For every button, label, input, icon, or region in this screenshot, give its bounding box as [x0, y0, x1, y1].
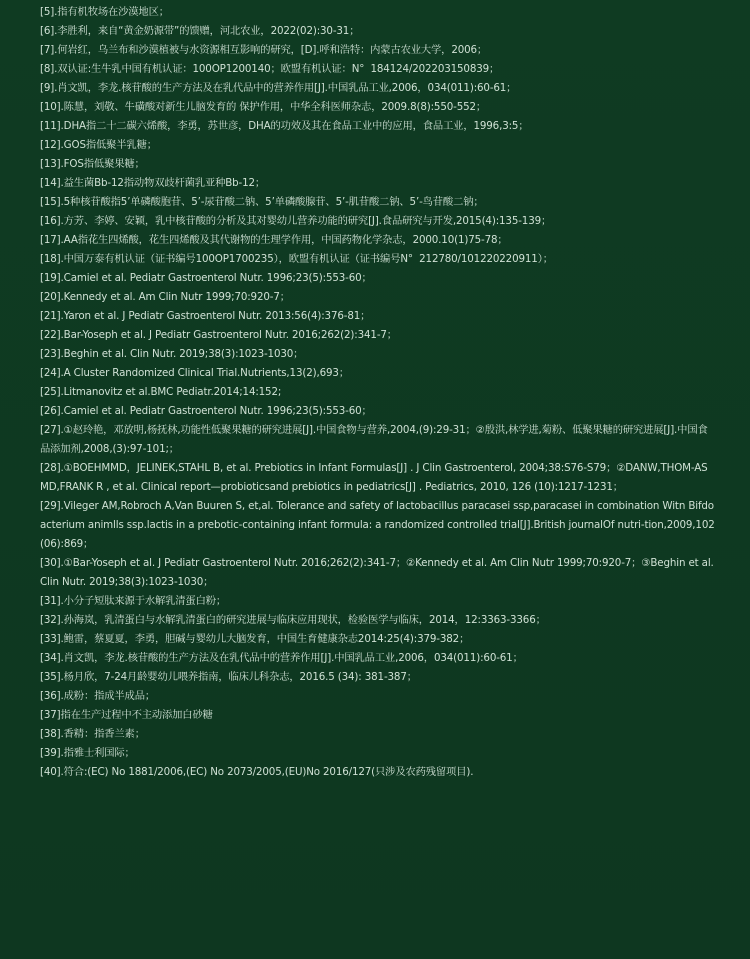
reference-item: [25].Litmanovitz et al.BMC Pediatr.2014;14:152; [40, 386, 282, 398]
reference-item: [22].Bar-Yoseph et al. J Pediatr Gastroenterol Nutr. 2016;262(2):341-7； [40, 329, 397, 341]
reference-item: [37]指在生产过程中不主动添加白砂糖 [40, 709, 213, 721]
reference-item: [21].Yaron et al. J Pediatr Gastroenterol Nutr. 2013:56(4):376-81； [40, 310, 371, 322]
reference-item: [33].鲍雷，蔡夏夏，李勇，胆碱与婴幼儿大脑发育，中国生育健康杂志2014:25(4):379-382； [40, 633, 470, 645]
reference-item: [27].①赵玲艳，邓放明,杨抚林,功能性低聚果糖的研究进展[J].中国食物与营养,2004,(9):29-31；②殷洪,林学进,菊粉、低聚果糖的研究进展[J].中国食品添加剂,2008,(3):97-101;； [40, 424, 708, 455]
reference-item: [34].肖文凯，李龙.核苷酸的生产方法及在乳代品中的营养作用[J].中国乳品工业,2006，034(011):60-61； [40, 652, 523, 664]
reference-item: [7].何岩红，乌兰布和沙漠植被与水资源相互影响的研究，[D].呼和浩特：内蒙古农业大学，2006； [40, 44, 488, 56]
reference-item: [35].杨月欣，7-24月龄婴幼儿喂养指南，临床儿科杂志，2016.5 (34): 381-387； [40, 671, 417, 683]
reference-item: [29].Vileger AM,Robroch A,Van Buuren S, et,al. Tolerance and safety of lactobacillus paracasei ssp,paracasei in combination Witn Bifdoacterium animlls ssp.lactis in a prebotic-containing infant formula: a randomized controlled trial[J].British journalOf nutri-tion,2009,102(06):869； [40, 500, 715, 550]
reference-item: [15].5种核苷酸指5’单磷酸胞苷、5’-尿苷酸二钠、5’单磷酸腺苷、5’-肌苷酸二钠、5’-鸟苷酸二钠； [40, 196, 484, 208]
reference-item: [17].AA指花生四烯酸，花生四烯酸及其代谢物的生理学作用，中国药物化学杂志，2000.10(1)75-78； [40, 234, 508, 246]
reference-item: [31].小分子短肽来源于水解乳清蛋白粉； [40, 595, 227, 607]
reference-item: [30].①Bar-Yoseph et al. J Pediatr Gastroenterol Nutr. 2016;262(2):341-7；②Kennedy et al. Am Clin Nutr 1999;70:920-7；③Beghin et al. Clin Nutr. 2019;38(3):1023-1030； [40, 557, 717, 588]
reference-item: [9].肖文凯，李龙.核苷酸的生产方法及在乳代品中的营养作用[J].中国乳品工业,2006，034(011):60-61； [40, 82, 517, 94]
reference-item: [14].益生菌Bb-12指动物双歧杆菌乳亚种Bb-12； [40, 177, 266, 189]
reference-item: [6].李胜利，来自“黄金奶源带”的馈赠，河北农业，2022(02):30-31； [40, 25, 360, 37]
reference-item: [23].Beghin et al. Clin Nutr. 2019;38(3):1023-1030； [40, 348, 304, 360]
reference-item: [38].香精：指香兰素； [40, 728, 145, 740]
reference-item: [13].FOS指低聚果糖； [40, 158, 145, 170]
reference-item: [28].①BOEHMMD，JELINEK,STAHL B, et al. Prebiotics in Infant Formulas[J] . J Clin Gastroenterol, 2004;38:S76-S79；②DANW,THOM-ASMD,FRANK R , et al. Clinical report—probioticsand prebiotics in pediatrics[J] . Pediatrics, 2010, 126 (10):1217-1231； [40, 462, 708, 493]
reference-item: [5].指有机牧场在沙漠地区； [40, 6, 169, 18]
reference-item: [26].Camiel et al. Pediatr Gastroenterol Nutr. 1996;23(5):553-60； [40, 405, 372, 417]
reference-item: [16].方芳、李婷、安颖，乳中核苷酸的分析及其对婴幼儿营养功能的研究[J].食品研究与开发,2015(4):135-139； [40, 215, 552, 227]
reference-item: [20].Kennedy et al. Am Clin Nutr 1999;70:920-7； [40, 291, 290, 303]
reference-item: [19].Camiel et al. Pediatr Gastroenterol Nutr. 1996;23(5):553-60； [40, 272, 372, 284]
reference-item: [24].A Cluster Randomized Clinical Trial.Nutrients,13(2),693； [40, 367, 349, 379]
reference-item: [40].符合:(EC) No 1881/2006,(EC) No 2073/2005,(EU)No 2016/127(只涉及农药残留项目). [40, 766, 474, 778]
reference-item: [18].中国万泰有机认证（证书编号100OP1700235），欧盟有机认证（证书编号N° 212780/101220220911）； [40, 253, 553, 265]
reference-item: [8].双认证:生牛乳中国有机认证：100OP1200140；欧盟有机认证：N° 184124/202203150839； [40, 63, 500, 75]
reference-item: [32].孙海岚，乳清蛋白与水解乳清蛋白的研究进展与临床应用现状，检验医学与临床，2014，12:3363-3366； [40, 614, 546, 626]
reference-item: [11].DHA指二十二碳六烯酸，李勇，苏世彦，DHA的功效及其在食品工业中的应用，食品工业，1996,3:5； [40, 120, 529, 132]
reference-list [40, 3, 715, 782]
reference-item: [36].成粉：指成半成品； [40, 690, 155, 702]
reference-item: [39].指雅士利国际； [40, 747, 135, 759]
reference-item: [10].陈慧，刘敬、牛磺酸对新生儿脑发育的 保护作用，中华全科医师杂志，2009.8(8):550-552； [40, 101, 487, 113]
reference-item: [12].GOS指低聚半乳糖； [40, 139, 157, 151]
